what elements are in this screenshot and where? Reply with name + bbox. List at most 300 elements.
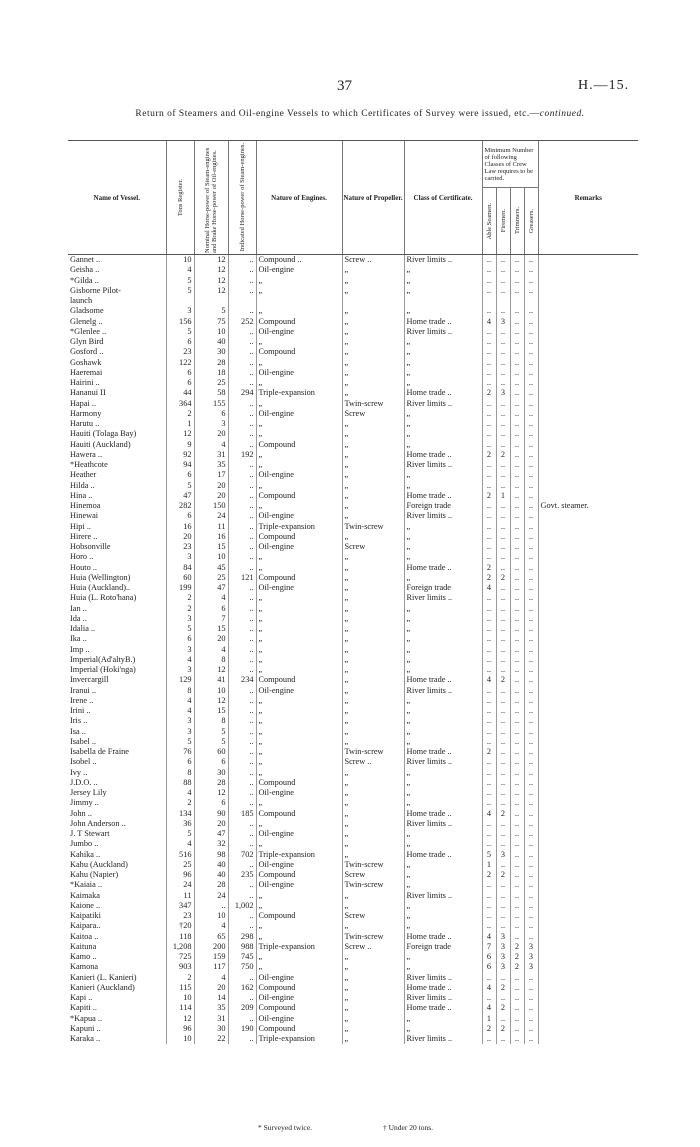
cell-trimmers: ..	[510, 522, 524, 532]
cell-greasers: ..	[524, 470, 538, 480]
cell-ihp: 294	[228, 388, 256, 398]
cell-firemen: ..	[496, 552, 510, 562]
cell-name: Kaipara..	[70, 921, 101, 931]
cell-name: Kaitoa ..	[70, 931, 99, 941]
cell-remarks	[538, 388, 638, 398]
cell-greasers: ..	[524, 306, 538, 316]
cell-able: ..	[482, 419, 496, 429]
cell-greasers: ..	[524, 737, 538, 747]
cell-ihp: ..	[228, 768, 256, 778]
cell-firemen: ..	[496, 819, 510, 829]
table-row	[68, 327, 638, 337]
cell-ihp: ..	[228, 1034, 256, 1044]
cell-trimmers: ..	[510, 460, 524, 470]
cell-propeller: „	[342, 573, 404, 583]
cell-firemen: ..	[496, 665, 510, 675]
cell-firemen: ..	[496, 624, 510, 634]
cell-remarks	[538, 429, 638, 439]
cell-greasers: ..	[524, 1003, 538, 1013]
cell-remarks	[538, 532, 638, 542]
cell-engines: Compound	[256, 675, 342, 685]
cell-remarks	[538, 942, 638, 952]
cell-trimmers: ..	[510, 634, 524, 644]
cell-able: ..	[482, 696, 496, 706]
cell-ihp: ..	[228, 798, 256, 808]
cell-ihp: ..	[228, 358, 256, 368]
cell-firemen: ..	[496, 306, 510, 316]
cell-trimmers: ..	[510, 921, 524, 931]
cell-remarks	[538, 727, 638, 737]
cell-trimmers: ..	[510, 696, 524, 706]
cell-engines: „	[256, 757, 342, 767]
cell-nhp: 24	[194, 511, 228, 521]
cell-tons: 3	[166, 716, 194, 726]
cell-trimmers: ..	[510, 757, 524, 767]
cell-remarks	[538, 829, 638, 839]
cell-engines: „	[256, 901, 342, 911]
cell-firemen: ..	[496, 368, 510, 378]
cell-remarks	[538, 809, 638, 819]
cell-greasers: ..	[524, 1014, 538, 1024]
cell-greasers: ..	[524, 891, 538, 901]
cell-nhp: 4	[194, 440, 228, 450]
cell-engines: „	[256, 563, 342, 573]
cell-able: ..	[482, 501, 496, 511]
cell-engines: „	[256, 768, 342, 778]
cell-remarks	[538, 347, 638, 357]
cell-engines: Oil-engine	[256, 265, 342, 275]
cell-certificate: Foreign trade	[404, 501, 482, 511]
cell-trimmers: ..	[510, 368, 524, 378]
table-row	[68, 573, 638, 583]
cell-name: Hina ..	[70, 490, 93, 500]
cell-name: Huia (L. Roto'hana)	[70, 593, 137, 603]
cell-tons	[166, 296, 194, 306]
cell-ihp: ..	[228, 727, 256, 737]
cell-certificate: „	[404, 542, 482, 552]
cell-nhp: 25	[194, 573, 228, 583]
cell-name: Isobel ..	[70, 757, 97, 767]
table-row	[68, 450, 638, 460]
cell-ihp: 235	[228, 870, 256, 880]
cell-firemen: ..	[496, 563, 510, 573]
cell-firemen: 2	[496, 450, 510, 460]
cell-able: ..	[482, 286, 496, 296]
cell-ihp: ..	[228, 491, 256, 501]
cell-tons: 156	[166, 317, 194, 327]
cell-trimmers: ..	[510, 768, 524, 778]
cell-able: ..	[482, 706, 496, 716]
cell-trimmers: ..	[510, 614, 524, 624]
cell-tons: 23	[166, 911, 194, 921]
cell-certificate: „	[404, 429, 482, 439]
cell-tons: 282	[166, 501, 194, 511]
cell-able: ..	[482, 552, 496, 562]
cell-trimmers: ..	[510, 860, 524, 870]
cell-engines: Compound	[256, 491, 342, 501]
cell-able: 4	[482, 932, 496, 942]
cell-remarks	[538, 880, 638, 890]
cell-nhp: 20	[194, 429, 228, 439]
cell-firemen: ..	[496, 880, 510, 890]
cell-certificate: „	[404, 634, 482, 644]
cell-firemen: ..	[496, 911, 510, 921]
cell-remarks	[538, 778, 638, 788]
cell-trimmers: ..	[510, 891, 524, 901]
cell-trimmers: ..	[510, 481, 524, 491]
cell-remarks	[538, 665, 638, 675]
cell-nhp: 30	[194, 1024, 228, 1034]
cell-propeller: „	[342, 460, 404, 470]
cell-able: ..	[482, 921, 496, 931]
cell-firemen: ..	[496, 276, 510, 286]
cell-nhp: 5	[194, 737, 228, 747]
cell-certificate: „	[404, 552, 482, 562]
cell-greasers: ..	[524, 870, 538, 880]
cell-tons: 4	[166, 696, 194, 706]
cell-firemen: ..	[496, 1014, 510, 1024]
cell-greasers: ..	[524, 614, 538, 624]
cell-able: ..	[482, 276, 496, 286]
cell-remarks	[538, 983, 638, 993]
cell-trimmers: ..	[510, 388, 524, 398]
cell-trimmers: ..	[510, 778, 524, 788]
cell-tons: 5	[166, 829, 194, 839]
cell-remarks	[538, 1034, 638, 1044]
table-row	[68, 839, 638, 849]
cell-remarks: Govt. steamer.	[538, 501, 638, 511]
cell-trimmers: ..	[510, 419, 524, 429]
cell-engines: Compound ..	[256, 255, 342, 266]
cell-tons: 4	[166, 706, 194, 716]
cell-name: J.D.O. ..	[70, 777, 98, 787]
cell-name: Imp ..	[70, 644, 90, 654]
cell-trimmers: ..	[510, 706, 524, 716]
cell-firemen: 3	[496, 388, 510, 398]
cell-propeller: „	[342, 347, 404, 357]
cell-greasers: ..	[524, 460, 538, 470]
cell-propeller: „	[342, 1003, 404, 1013]
cell-trimmers: ..	[510, 809, 524, 819]
cell-tons: 44	[166, 388, 194, 398]
cell-nhp: 12	[194, 788, 228, 798]
table-row	[68, 973, 638, 983]
cell-able: 4	[482, 809, 496, 819]
cell-engines: „	[256, 501, 342, 511]
cell-engines: Compound	[256, 1003, 342, 1013]
cell-certificate: „	[404, 880, 482, 890]
cell-name: Harutu ..	[70, 419, 100, 429]
cell-greasers: ..	[524, 983, 538, 993]
table-row	[68, 296, 638, 306]
cell-remarks	[538, 788, 638, 798]
cell-able: ..	[482, 819, 496, 829]
cell-firemen: ..	[496, 429, 510, 439]
cell-ihp: 750	[228, 962, 256, 972]
col-tons-header: Tons Register.	[166, 141, 194, 255]
cell-name: Hawera ..	[70, 449, 103, 459]
cell-greasers: ..	[524, 788, 538, 798]
cell-greasers: ..	[524, 655, 538, 665]
cell-tons: 6	[166, 757, 194, 767]
cell-nhp: 31	[194, 1014, 228, 1024]
cell-nhp: 17	[194, 470, 228, 480]
cell-ihp: ..	[228, 593, 256, 603]
cell-able: 2	[482, 563, 496, 573]
cell-greasers: ..	[524, 829, 538, 839]
cell-name: John Anderson ..	[70, 818, 126, 828]
cell-ihp: ..	[228, 993, 256, 1003]
cell-ihp: ..	[228, 819, 256, 829]
cell-ihp: ..	[228, 399, 256, 409]
cell-remarks	[538, 409, 638, 419]
cell-name: Hinemoa	[70, 501, 101, 511]
cell-firemen: ..	[496, 1034, 510, 1044]
cell-ihp: ..	[228, 696, 256, 706]
cell-tons: 347	[166, 901, 194, 911]
cell-firemen: 2	[496, 573, 510, 583]
cell-tons: 364	[166, 399, 194, 409]
cell-engines: „	[256, 399, 342, 409]
cell-greasers: ..	[524, 491, 538, 501]
col-trimmers-header: Trimmers.	[510, 188, 524, 255]
cell-firemen: ..	[496, 891, 510, 901]
cell-nhp: 35	[194, 460, 228, 470]
cell-propeller: „	[342, 1014, 404, 1024]
cell-propeller: „	[342, 388, 404, 398]
cell-able: ..	[482, 358, 496, 368]
cell-trimmers: ..	[510, 593, 524, 603]
cell-greasers: ..	[524, 358, 538, 368]
cell-name: Hobsonville	[70, 542, 111, 552]
cell-certificate: Home trade ..	[404, 809, 482, 819]
cell-certificate: River limits ..	[404, 593, 482, 603]
cell-certificate: Home trade ..	[404, 983, 482, 993]
cell-name: Gisborne Pilot-	[70, 285, 121, 295]
cell-trimmers: ..	[510, 317, 524, 327]
cell-propeller: „	[342, 686, 404, 696]
page-number: 37	[337, 78, 352, 94]
cell-name: Hauiti (Auckland)	[70, 439, 131, 449]
cell-ihp: 121	[228, 573, 256, 583]
cell-engines: „	[256, 962, 342, 972]
cell-engines	[256, 296, 342, 306]
cell-propeller: „	[342, 706, 404, 716]
cell-greasers: ..	[524, 778, 538, 788]
cell-tons: 4	[166, 655, 194, 665]
table-row	[68, 409, 638, 419]
cell-propeller: „	[342, 429, 404, 439]
cell-able: ..	[482, 788, 496, 798]
cell-firemen: ..	[496, 901, 510, 911]
cell-name: Horo ..	[70, 552, 94, 562]
cell-engines: „	[256, 337, 342, 347]
cell-propeller: „	[342, 563, 404, 573]
cell-nhp: 58	[194, 388, 228, 398]
cell-name: Glenelg ..	[70, 316, 103, 326]
cell-remarks	[538, 542, 638, 552]
cell-tons: 23	[166, 347, 194, 357]
cell-firemen: ..	[496, 286, 510, 296]
table-row	[68, 1024, 638, 1034]
cell-ihp: ..	[228, 429, 256, 439]
cell-name: Haeremai	[70, 367, 103, 377]
cell-engines: Triple-expansion	[256, 1034, 342, 1044]
cell-firemen: ..	[496, 768, 510, 778]
cell-remarks	[538, 317, 638, 327]
col-able-header: Able Seamen.	[482, 188, 496, 255]
cell-engines: „	[256, 891, 342, 901]
table-row	[68, 614, 638, 624]
cell-trimmers: ..	[510, 788, 524, 798]
cell-nhp: 20	[194, 481, 228, 491]
cell-remarks	[538, 563, 638, 573]
cell-propeller: „	[342, 768, 404, 778]
cell-greasers: ..	[524, 327, 538, 337]
cell-name: Invercargill	[70, 675, 109, 685]
cell-certificate: „	[404, 614, 482, 624]
cell-tons: 1	[166, 419, 194, 429]
cell-propeller: „	[342, 655, 404, 665]
cell-able: 7	[482, 942, 496, 952]
cell-name: Isabel ..	[70, 736, 97, 746]
cell-nhp: 22	[194, 1034, 228, 1044]
cell-propeller: „	[342, 788, 404, 798]
cell-able: ..	[482, 327, 496, 337]
cell-name: J. T Stewart	[70, 829, 110, 839]
cell-able: 5	[482, 850, 496, 860]
cell-trimmers: ..	[510, 973, 524, 983]
table-row	[68, 419, 638, 429]
cell-nhp: 117	[194, 962, 228, 972]
col-cert-header: Class of Certificate.	[404, 141, 482, 255]
cell-engines: „	[256, 665, 342, 675]
cell-nhp: 24	[194, 891, 228, 901]
cell-remarks	[538, 932, 638, 942]
cell-propeller: „	[342, 850, 404, 860]
cell-greasers: ..	[524, 727, 538, 737]
table-row	[68, 378, 638, 388]
cell-able: 2	[482, 747, 496, 757]
cell-certificate: „	[404, 481, 482, 491]
cell-able: ..	[482, 829, 496, 839]
cell-firemen: ..	[496, 716, 510, 726]
cell-nhp: 12	[194, 265, 228, 275]
cell-propeller: „	[342, 276, 404, 286]
cell-engines: Compound	[256, 778, 342, 788]
cell-trimmers: ..	[510, 347, 524, 357]
cell-able: ..	[482, 378, 496, 388]
cell-firemen: ..	[496, 993, 510, 1003]
cell-tons: 88	[166, 778, 194, 788]
cell-certificate: „	[404, 768, 482, 778]
cell-certificate: „	[404, 368, 482, 378]
cell-engines: „	[256, 645, 342, 655]
cell-trimmers: ..	[510, 932, 524, 942]
cell-certificate: Foreign trade	[404, 583, 482, 593]
cell-name: *Glenlee ..	[70, 326, 107, 336]
cell-trimmers: ..	[510, 829, 524, 839]
cell-greasers: ..	[524, 901, 538, 911]
cell-propeller: „	[342, 604, 404, 614]
cell-trimmers: ..	[510, 737, 524, 747]
table-row	[68, 706, 638, 716]
cell-greasers: ..	[524, 665, 538, 675]
cell-remarks	[538, 819, 638, 829]
cell-able: 6	[482, 952, 496, 962]
cell-ihp: ..	[228, 921, 256, 931]
cell-certificate: „	[404, 532, 482, 542]
cell-greasers: 3	[524, 952, 538, 962]
cell-propeller: „	[342, 737, 404, 747]
cell-nhp: 3	[194, 419, 228, 429]
cell-propeller: „	[342, 306, 404, 316]
table-row	[68, 399, 638, 409]
cell-certificate: River limits ..	[404, 686, 482, 696]
cell-greasers: ..	[524, 440, 538, 450]
cell-greasers: ..	[524, 973, 538, 983]
cell-certificate: „	[404, 1014, 482, 1024]
cell-trimmers: ..	[510, 399, 524, 409]
cell-name: Kahika ..	[70, 849, 101, 859]
table-row	[68, 542, 638, 552]
cell-propeller: „	[342, 952, 404, 962]
cell-ihp	[228, 296, 256, 306]
cell-name: Kahu (Auckland)	[70, 859, 128, 869]
cell-name: Gladsome	[70, 306, 104, 316]
cell-propeller: „	[342, 511, 404, 521]
cell-name: Kaimaka	[70, 890, 100, 900]
cell-ihp: 988	[228, 942, 256, 952]
cell-name: Hauiti (Tolaga Bay)	[70, 429, 137, 439]
cell-nhp: 20	[194, 819, 228, 829]
cell-certificate: Home trade ..	[404, 450, 482, 460]
cell-certificate: Home trade ..	[404, 388, 482, 398]
cell-ihp: ..	[228, 470, 256, 480]
cell-propeller: „	[342, 317, 404, 327]
cell-able: ..	[482, 727, 496, 737]
cell-remarks	[538, 368, 638, 378]
cell-firemen: ..	[496, 501, 510, 511]
cell-trimmers: ..	[510, 276, 524, 286]
cell-nhp: 10	[194, 327, 228, 337]
cell-certificate: River limits ..	[404, 511, 482, 521]
table-row	[68, 522, 638, 532]
cell-greasers: ..	[524, 399, 538, 409]
cell-name: *Kaiaia ..	[70, 880, 103, 890]
cell-remarks	[538, 860, 638, 870]
cell-propeller: „	[342, 368, 404, 378]
cell-certificate: Home trade ..	[404, 491, 482, 501]
cell-propeller: „	[342, 819, 404, 829]
cell-certificate: Home trade ..	[404, 850, 482, 860]
cell-able: 2	[482, 1024, 496, 1034]
table-row	[68, 511, 638, 521]
cell-certificate: River limits ..	[404, 757, 482, 767]
cell-ihp: 298	[228, 932, 256, 942]
cell-firemen: ..	[496, 706, 510, 716]
table-row	[68, 655, 638, 665]
cell-greasers: ..	[524, 768, 538, 778]
cell-name: Isabella de Fraine	[70, 747, 129, 757]
cell-remarks	[538, 573, 638, 583]
cell-engines: Triple-expansion	[256, 388, 342, 398]
cell-certificate: „	[404, 573, 482, 583]
cell-nhp: 32	[194, 839, 228, 849]
cell-ihp: 234	[228, 675, 256, 685]
cell-name: Hapai ..	[70, 398, 97, 408]
cell-tons: 3	[166, 645, 194, 655]
